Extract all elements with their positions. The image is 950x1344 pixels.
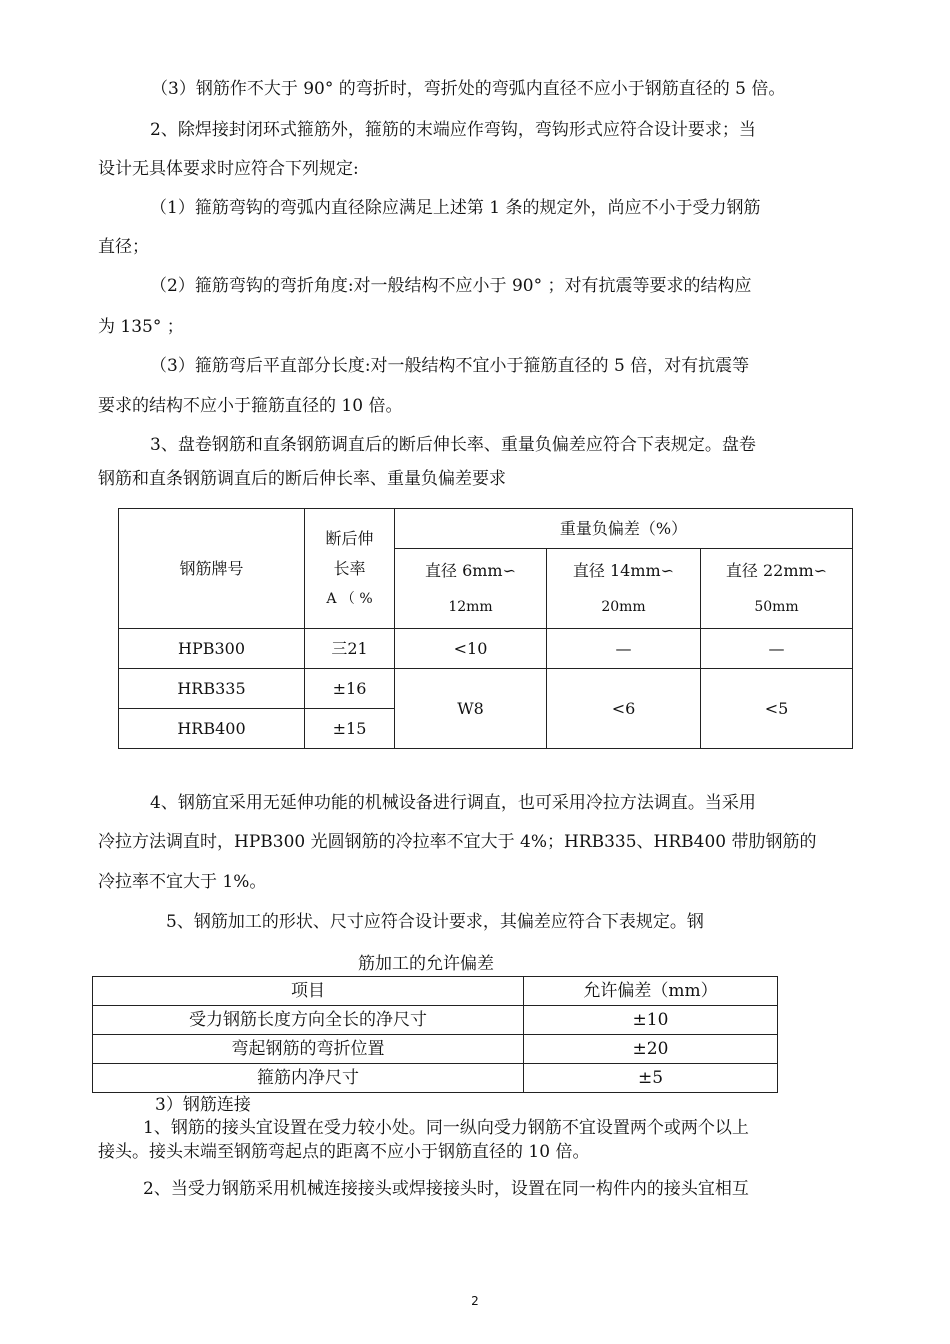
sub-col-line: 直径 22mm∽ (725, 560, 828, 580)
paragraph: 要求的结构不应小于箍筋直径的 10 倍。 (98, 396, 403, 416)
grade-cell: HPB300 (119, 629, 305, 669)
dev-cell: W8 (395, 669, 547, 749)
dev-cell: — (701, 629, 853, 669)
dev-cell: — (547, 629, 701, 669)
sub-col-22-50 (701, 549, 853, 629)
paragraph: 5、钢筋加工的形状、尺寸应符合设计要求，其偏差应符合下表规定。钢 (166, 912, 704, 932)
tolerance-cell: ±10 (524, 1006, 778, 1035)
paragraph: 3、盘卷钢筋和直条钢筋调直后的断后伸长率、重量负偏差应符合下表规定。盘卷 (150, 435, 756, 455)
sub-col-6-12 (395, 549, 547, 629)
table-row (93, 1006, 778, 1035)
elong-cell: ±15 (305, 709, 395, 749)
table-row (93, 1064, 778, 1093)
col-elongation-line: A （ % (326, 590, 373, 607)
paragraph: 2、当受力钢筋采用机械连接接头或焊接接头时，设置在同一构件内的接头宜相互 (143, 1179, 749, 1199)
paragraph: 为 135° ； (98, 317, 184, 337)
sub-col-line: 直径 14mm∽ (572, 560, 675, 580)
header-item: 项目 (93, 977, 524, 1006)
col-elongation (305, 509, 395, 629)
paragraph: 4、钢筋宜采用无延伸功能的机械设备进行调直，也可采用冷拉方法调直。当采用 (150, 793, 756, 813)
col-elongation-line: 断后伸 (325, 528, 374, 548)
paragraph: （1）箍筋弯钩的弯弧内直径除应满足上述第 1 条的规定外，尚应不小于受力钢筋 (150, 198, 761, 218)
paragraph: 冷拉方法调直时，HPB300 光圆钢筋的冷拉率不宜大于 4%；HRB335、HRB400 带肋钢筋的 (98, 832, 817, 852)
dev-cell: <6 (547, 669, 701, 749)
paragraph: 接头。接头末端至钢筋弯起点的距离不应小于钢筋直径的 10 倍。 (98, 1142, 590, 1162)
paragraph: 冷拉率不宜大于 1%。 (98, 872, 267, 892)
grade-cell: HRB400 (119, 709, 305, 749)
dev-cell: <10 (395, 629, 547, 669)
tolerance-cell: ±5 (524, 1064, 778, 1093)
sub-col-14-20 (547, 549, 701, 629)
dev-cell: <5 (701, 669, 853, 749)
table-caption: 筋加工的允许偏差 (358, 954, 494, 974)
sub-col-line: 20mm (601, 598, 646, 615)
elong-cell: ±16 (305, 669, 395, 709)
paragraph: 1、钢筋的接头宜设置在受力较小处。同一纵向受力钢筋不宜设置两个或两个以上 (143, 1118, 749, 1138)
col-elongation-line: 长率 (333, 558, 366, 578)
item-cell: 弯起钢筋的弯折位置 (93, 1035, 524, 1064)
col-weight-deviation: 重量负偏差（%） (395, 509, 853, 549)
tolerance-cell: ±20 (524, 1035, 778, 1064)
header-tolerance: 允许偏差（mm） (524, 977, 778, 1006)
elong-cell: 三21 (305, 629, 395, 669)
table-header-row (93, 977, 778, 1006)
elongation-table (118, 508, 853, 749)
sub-col-line: 直径 6mm∽ (424, 560, 517, 580)
paragraph: （3）钢筋作不大于 90° 的弯折时，弯折处的弯弧内直径不应小于钢筋直径的 5 倍。 (151, 79, 786, 99)
tolerance-table (92, 976, 778, 1093)
col-grade: 钢筋牌号 (119, 509, 305, 629)
sub-col-line: 50mm (754, 598, 799, 615)
table-row (93, 1035, 778, 1064)
page-number: 2 (471, 1294, 479, 1308)
table-row (119, 669, 853, 709)
paragraph: 直径； (98, 237, 149, 257)
paragraph: 钢筋和直条钢筋调直后的断后伸长率、重量负偏差要求 (98, 469, 506, 489)
item-cell: 箍筋内净尺寸 (93, 1064, 524, 1093)
grade-cell: HRB335 (119, 669, 305, 709)
sub-col-line: 12mm (448, 598, 493, 615)
paragraph: （3）箍筋弯后平直部分长度:对一般结构不宜小于箍筋直径的 5 倍，对有抗震等 (150, 356, 750, 376)
paragraph: 2、除焊接封闭环式箍筋外，箍筋的末端应作弯钩，弯钩形式应符合设计要求；当 (150, 120, 756, 140)
table-row (119, 629, 853, 669)
paragraph: 设计无具体要求时应符合下列规定: (98, 159, 359, 179)
paragraph: （2）箍筋弯钩的弯折角度:对一般结构不应小于 90° ；对有抗震等要求的结构应 (150, 276, 752, 296)
item-cell: 受力钢筋长度方向全长的净尺寸 (93, 1006, 524, 1035)
section-heading: 3）钢筋连接 (155, 1095, 251, 1115)
